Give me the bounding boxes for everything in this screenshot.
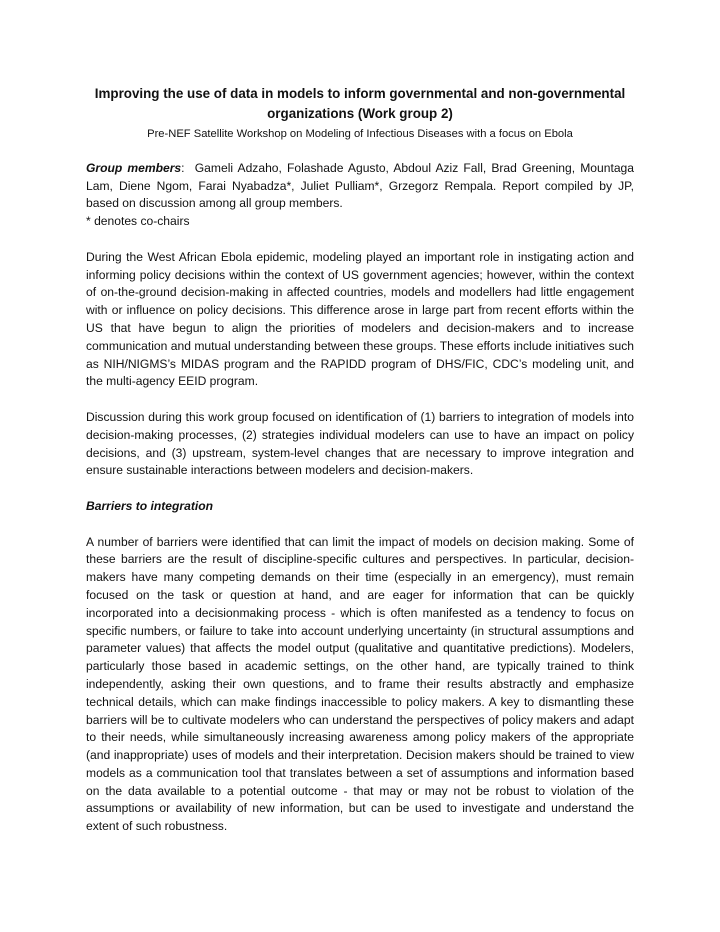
- document-subtitle: Pre-NEF Satellite Workshop on Modeling of Infectious Diseases with a focus on Ebola: [147, 128, 573, 140]
- spacer: [86, 142, 634, 160]
- barriers-paragraph: A number of barriers were identified that can limit the impact of models on decision making. Some of these barriers are the result of discipline-specific cultures and perspectives. In particular, decision-makers have many competing demands on their time (especially in an emergency), must remain focused on the task or question at hand, and are eager for information that can be quickly incorporated into a decisionmaking process - which is often manifested as a tendency to focus on specific numbers, or failure to take into account underlying uncertainty (in structural assumptions and parameter values) that affects the model output (qualitative and quantitative predictions). Modelers, particularly those based in academic settings, on the other hand, are typically trained to think independently, asking their own questions, and to frame their results abstractly and emphasize technical details, which can make findings inaccessible to policy makers. A key to dismantling these barriers will be to cultivate modelers who can understand the perspectives of policy makers and adapt to their needs, while simultaneously increasing awareness among policy makers of the appropriate (and inappropriate) uses of models and their interpretation. Decision makers should be trained to view models as a communication tool that translates between a set of assumptions and information based on the data available to a potential outcome - that may or may not be robust to violation of the assumptions or availability of new information, but can be used to investigate and understand the extent of such robustness.: [86, 534, 634, 834]
- spacer: [86, 231, 634, 249]
- intro-paragraph: During the West African Ebola epidemic, modeling played an important role in instigating action and informing policy decisions within the context of US government agencies; however, within the context of on-the-ground decision-making in affected countries, models and modellers had little engagement with or influence on policy decisions. This difference arose in large part from recent efforts within the US that have begun to align the priorities of modelers and decision-makers and to increase communication and mutual understanding between these groups. These efforts include initiatives such as NIH/NIGMS’s MIDAS program and the RAPIDD program of DHS/FIC, CDC’s modeling unit, and the multi-agency EEID program.: [86, 249, 634, 389]
- section-heading-barriers: Barriers to integration: [86, 498, 214, 513]
- group-members-paragraph: [86, 160, 638, 213]
- spacer: [86, 480, 634, 498]
- group-members-label: Group members: [86, 160, 182, 175]
- discussion-paragraph: Discussion during this work group focused on identification of (1) barriers to integration of models into decision-making processes, (2) strategies individual modelers can use to have an impact on policy decisions, and (3) upstream, system-level changes that are necessary to improve integration and ensure sustainable interactions between modelers and decision-makers.: [86, 409, 634, 478]
- document-title: Improving the use of data in models to inform governmental and non-governmental organizations (Work group 2): [94, 86, 626, 121]
- spacer: [86, 516, 634, 534]
- group-members-colon: :: [181, 160, 185, 175]
- spacer: [86, 391, 634, 409]
- group-members-text: Gameli Adzaho, Folashade Agusto, Abdoul Aziz Fall, Brad Greening, Mountaga Lam, Diene Ngom, Farai Nyabadza*, Juliet Pulliam*, Grzegorz Rempala. Report compiled by JP, based on discussion among all group members.: [86, 160, 638, 211]
- co-chairs-note: * denotes co-chairs: [86, 214, 190, 229]
- document-page: [86, 84, 638, 836]
